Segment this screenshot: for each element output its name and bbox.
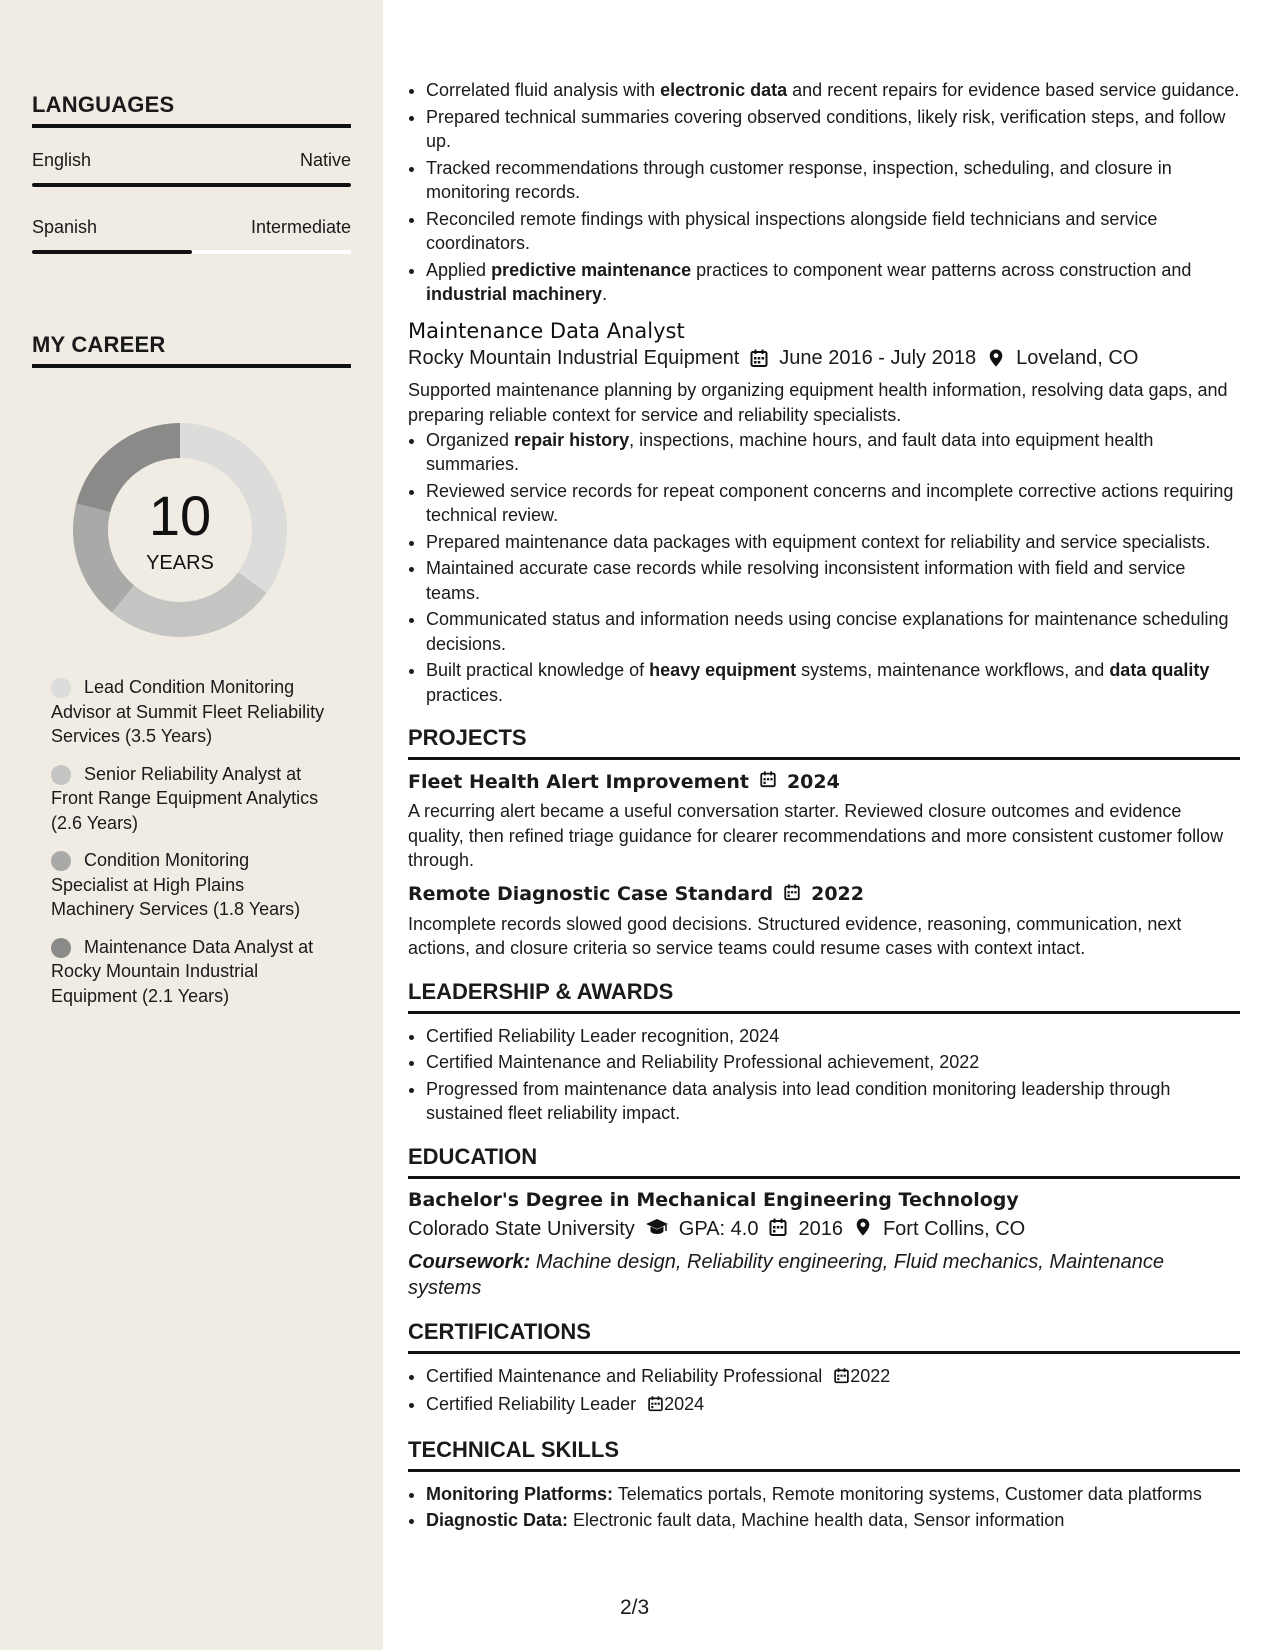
leadership-item: • Progressed from maintenance data analysis into lead condition monitoring leadership through sustained fleet reliability impact.	[426, 1077, 1240, 1126]
bullet-text: Communicated status and information needs using concise explanations for maintenance scheduling decisions.	[426, 609, 1229, 654]
calendar-icon	[759, 770, 777, 793]
legend-dot	[51, 938, 71, 958]
education-year: 2016	[798, 1218, 843, 1240]
project-description: Incomplete records slowed good decisions. Structured evidence, reasoning, communication, next actions, and closure criteria so service teams could resume cases with context intact.	[408, 913, 1182, 958]
legend-dot	[51, 678, 71, 698]
career-role-text: Maintenance Data Analyst at Rocky Mountain Industrial Equipment (2.1 Years)	[51, 936, 314, 1006]
projects-heading: PROJECTS	[408, 725, 1240, 760]
calendar-icon	[647, 1394, 664, 1419]
certifications-section	[408, 1319, 1240, 1419]
job-title: Maintenance Data Analyst	[408, 318, 685, 343]
leadership-heading: LEADERSHIP & AWARDS	[408, 979, 1240, 1014]
job-dates: June 2016 - July 2018	[779, 346, 977, 369]
career-role-text: Condition Monitoring Specialist at High Plains Machinery Services (1.8 Years)	[51, 850, 301, 919]
skills-section	[408, 1437, 1240, 1533]
sidebar	[0, 0, 383, 1650]
bullet-text: Reconciled remote findings with physical inspections alongside field technicians and service coordinators.	[426, 208, 1158, 253]
education-section	[408, 1144, 1240, 1301]
coursework-label: Coursework:	[408, 1250, 531, 1273]
skill-item	[426, 1482, 1240, 1507]
language-proficiency-fill	[32, 250, 192, 254]
career-total-unit: YEARS	[146, 552, 214, 574]
bullet-item	[426, 556, 1240, 605]
certification-item	[426, 1364, 1240, 1391]
career-role-item	[51, 762, 326, 836]
projects-section	[408, 725, 1240, 961]
bullet-text: and recent repairs for evidence based service guidance.	[787, 80, 1240, 100]
bullet-item	[426, 479, 1240, 528]
certifications-list	[408, 1364, 1240, 1419]
skill-value: Telematics portals, Remote monitoring systems, Customer data platforms	[617, 1483, 1202, 1504]
project-year: 2024	[786, 770, 840, 793]
bullet-item	[426, 78, 1240, 103]
skill-label: Diagnostic Data:	[426, 1510, 569, 1530]
calendar-icon	[783, 883, 801, 906]
language-name: English	[32, 150, 92, 170]
career-role-item	[51, 935, 326, 1009]
job-entry	[408, 319, 1240, 708]
certification-year: 2022	[850, 1365, 891, 1386]
calendar-icon	[768, 1217, 788, 1243]
bullet-text: Prepared maintenance data packages with equipment context for reliability and service specialists.	[426, 531, 1211, 552]
bullet-text: Prepared technical summaries covering observed conditions, likely risk, verification steps, and follow up.	[426, 106, 1226, 151]
skill-item	[426, 1508, 1240, 1533]
legend-dot	[51, 851, 71, 871]
leadership-list	[408, 1024, 1240, 1126]
bullet-keyword: predictive maintenance	[491, 259, 692, 280]
languages-section	[32, 92, 351, 254]
certification-year: 2024	[664, 1394, 705, 1414]
bullet-text: Maintained accurate case records while resolving inconsistent information with field and service teams.	[426, 558, 1186, 603]
language-name: Spanish	[32, 217, 98, 237]
skill-value: Electronic fault data, Machine health data, Sensor information	[573, 1510, 1065, 1530]
project-year: 2022	[811, 883, 864, 905]
bullet-keyword: repair history	[514, 429, 630, 450]
language-level: Intermediate	[250, 217, 351, 237]
job-company: Rocky Mountain Industrial Equipment	[408, 346, 740, 369]
bullet-text: Tracked recommendations through customer response, inspection, scheduling, and closure in monitoring records.	[426, 157, 1172, 202]
bullet-item	[426, 530, 1240, 555]
project-title: Remote Diagnostic Case Standard	[408, 883, 774, 905]
bullet-item	[426, 207, 1240, 256]
prior-job-bullets	[408, 78, 1240, 307]
legend-dot	[51, 765, 71, 785]
location-pin-icon	[853, 1217, 873, 1243]
bullet-keyword: industrial machinery	[426, 284, 603, 304]
location-pin-icon	[986, 348, 1006, 368]
bullet-item	[426, 156, 1240, 205]
education-meta	[408, 1217, 1240, 1243]
language-proficiency-bar	[32, 183, 351, 187]
job-meta	[408, 347, 1240, 370]
job-bullets	[408, 428, 1240, 708]
bullet-text: practices.	[426, 684, 504, 705]
career-role-text: Lead Condition Monitoring Advisor at Summit Fleet Reliability Services (3.5 Years)	[51, 677, 325, 746]
project-item	[408, 770, 1240, 873]
bullet-text: Applied	[426, 259, 492, 280]
bullet-text: systems, maintenance workflows, and	[796, 660, 1110, 680]
bullet-item	[426, 258, 1240, 307]
bullet-text: Correlated fluid analysis with	[426, 80, 661, 100]
career-role-item	[51, 848, 326, 922]
coursework-text: Machine design, Reliability engineering, Fluid mechanics, Maintenance systems	[408, 1250, 1164, 1299]
bullet-item	[426, 105, 1240, 154]
project-item	[408, 883, 1240, 961]
language-proficiency-bar	[32, 250, 351, 254]
education-location: Fort Collins, CO	[882, 1218, 1026, 1240]
career-section	[32, 332, 351, 368]
certification-item	[426, 1392, 1240, 1419]
skills-heading: TECHNICAL SKILLS	[408, 1437, 1240, 1472]
languages-heading: LANGUAGES	[32, 92, 351, 128]
graduation-cap-icon	[645, 1217, 669, 1243]
career-role-text: Senior Reliability Analyst at Front Range Equipment Analytics (2.6 Years)	[51, 763, 319, 833]
leadership-item: • Certified Reliability Leader recognition, 2024	[426, 1024, 1240, 1049]
bullet-text: Organized	[426, 429, 515, 450]
bullet-keyword: electronic data	[660, 80, 788, 100]
bullet-text: practices to component wear patterns across construction and	[691, 259, 1192, 280]
language-item	[32, 150, 351, 187]
education-degree: Bachelor's Degree in Mechanical Engineering Technology	[408, 1188, 1019, 1211]
career-total-years: 10	[148, 484, 212, 547]
bullet-item	[426, 658, 1240, 707]
language-item	[32, 217, 351, 254]
page-indicator: 2/3	[620, 1596, 650, 1619]
certification-name: Certified Maintenance and Reliability Professional	[426, 1365, 823, 1386]
language-proficiency-fill	[32, 183, 351, 187]
bullet-keyword: heavy equipment	[649, 660, 797, 680]
leadership-section	[408, 979, 1240, 1126]
calendar-icon	[833, 1366, 850, 1391]
certification-name: Certified Reliability Leader	[426, 1394, 637, 1414]
bullet-item	[426, 607, 1240, 656]
project-description: A recurring alert became a useful conversation starter. Reviewed closure outcomes and evidence quality, then refined triage guidance for clearer recommendations and more consistent customer follow through.	[408, 801, 1224, 870]
bullet-text: , inspections, machine hours, and fault data into equipment health summaries.	[426, 429, 1154, 474]
calendar-icon	[749, 348, 769, 368]
career-donut-chart	[64, 414, 296, 646]
job-location: Loveland, CO	[1016, 346, 1139, 369]
bullet-text: .	[602, 284, 608, 304]
leadership-item: • Certified Maintenance and Reliability Professional achievement, 2022	[426, 1050, 1240, 1075]
bullet-text: Built practical knowledge of	[426, 660, 650, 680]
language-level: Native	[299, 150, 351, 170]
education-coursework	[408, 1249, 1240, 1301]
career-heading: MY CAREER	[32, 332, 351, 368]
job-summary: Supported maintenance planning by organizing equipment health information, resolving data gaps, and preparing reliable context for service and reliability specialists.	[408, 379, 1228, 425]
bullet-text: Reviewed service records for repeat component concerns and incomplete corrective actions requiring technical review.	[426, 480, 1234, 525]
bullet-item	[426, 428, 1240, 477]
main-content	[408, 78, 1240, 1535]
career-role-list	[51, 675, 326, 1021]
education-gpa: GPA: 4.0	[678, 1218, 759, 1240]
project-title: Fleet Health Alert Improvement	[408, 770, 749, 793]
career-role-item	[51, 675, 326, 749]
skills-list	[408, 1482, 1240, 1533]
certifications-heading: CERTIFICATIONS	[408, 1319, 1240, 1354]
skill-label: Monitoring Platforms:	[426, 1483, 613, 1504]
bullet-keyword: data quality	[1109, 660, 1210, 680]
education-heading: EDUCATION	[408, 1144, 1240, 1179]
education-school: Colorado State University	[408, 1218, 635, 1240]
